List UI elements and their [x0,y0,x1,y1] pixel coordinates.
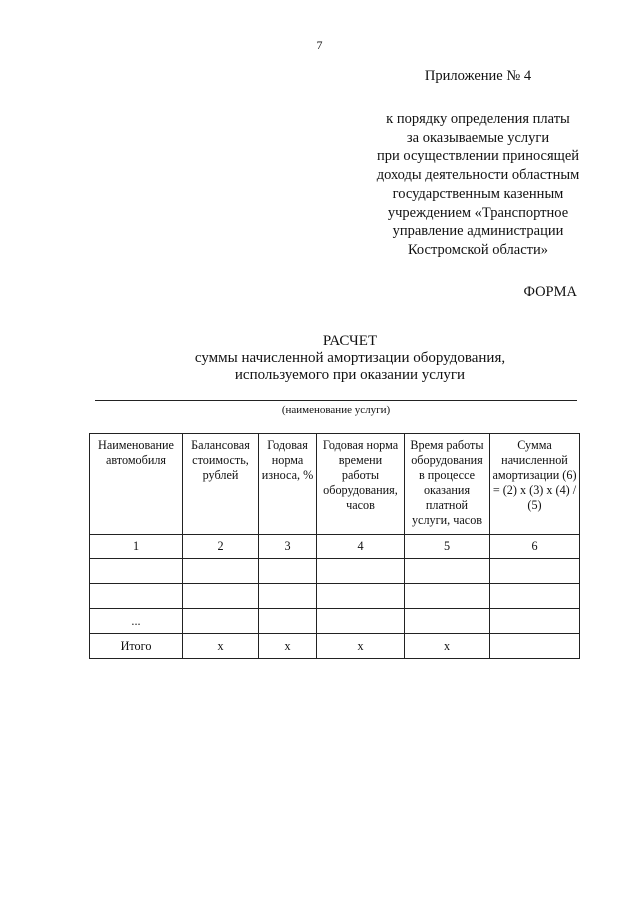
table-row [90,584,580,609]
title-heading: РАСЧЕТ [322,333,378,349]
amortization-table [89,433,580,659]
total-cell: x [259,634,317,659]
table-cell [183,609,259,634]
column-number: 2 [183,535,259,559]
table-cell [405,584,490,609]
appendix-line: к порядку определения платы [386,111,570,127]
total-row [90,634,580,659]
header-book-value: Балансовая стоимость, рублей [183,434,259,535]
total-cell [490,634,580,659]
table-header-row [90,434,580,535]
table-cell [490,584,580,609]
table-cell [317,584,405,609]
table-cell [490,609,580,634]
ellipsis-cell: ... [90,609,183,634]
total-cell: x [317,634,405,659]
table-cell [405,559,490,584]
appendix-line: государственным казенным [392,185,564,202]
title-subtitle-line: используемого при оказании услуги [234,367,466,383]
appendix-line: учреждением «Транспортное [387,204,569,221]
table-cell [183,584,259,609]
header-wear-rate: Годовая норма износа, % [259,434,317,535]
document-title [120,333,580,384]
appendix-reference [358,110,598,260]
header-service-hours: Время работы оборудования в процессе оказания платной услуги, часов [405,434,490,535]
page-number: 7 [316,38,323,52]
column-number: 5 [405,535,490,559]
table-cell [405,609,490,634]
column-number-row [90,535,580,559]
column-number: 1 [90,535,183,559]
form-label: ФОРМА [523,284,577,300]
column-number: 4 [317,535,405,559]
table-cell [259,559,317,584]
appendix-title: Приложение № 4 [424,68,532,84]
table-cell [90,559,183,584]
appendix-line: доходы деятельности областным [376,167,580,184]
column-number: 6 [490,535,580,559]
table-cell [317,559,405,584]
total-label: Итого [90,634,183,659]
appendix-line: управление администрации [392,223,564,240]
table-cell [317,609,405,634]
service-name-line [95,400,577,401]
header-amortization-sum: Сумма начисленной амортизации (6) = (2) x (3) x (4) / (5) [490,434,580,535]
title-subtitle-line: суммы начисленной амортизации оборудования, [194,350,506,366]
table-cell [490,559,580,584]
total-cell: x [405,634,490,659]
total-cell: x [183,634,259,659]
service-name-caption: (наименование услуги) [281,404,391,416]
header-annual-hours: Годовая норма времени работы оборудования, часов [317,434,405,535]
table-cell [90,584,183,609]
table-row [90,559,580,584]
table-cell [259,584,317,609]
appendix-line: Костромской области» [407,241,548,258]
table-cell [183,559,259,584]
table-row-ellipsis [90,609,580,634]
column-number: 3 [259,535,317,559]
appendix-line: за оказываемые услуги [406,129,550,146]
header-vehicle-name: Наименование автомобиля [90,434,183,535]
table-cell [259,609,317,634]
appendix-line: при осуществлении приносящей [376,148,580,165]
